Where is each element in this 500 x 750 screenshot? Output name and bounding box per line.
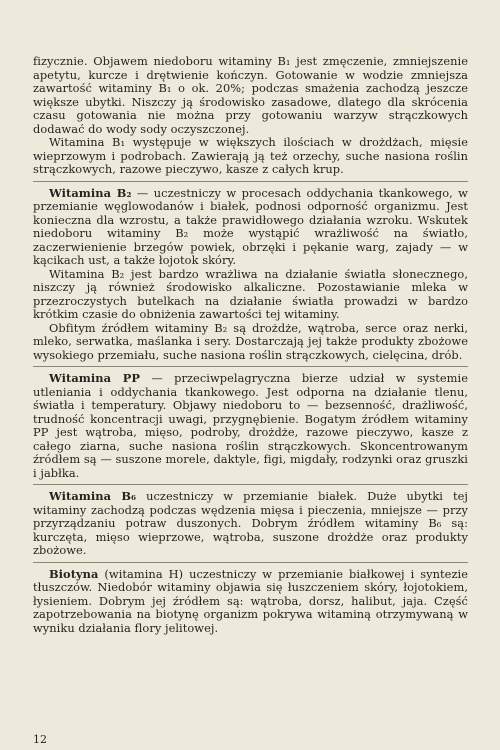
page-number: 12 <box>33 733 47 746</box>
section-vitamin-b6 <box>33 490 468 558</box>
section-divider <box>33 181 468 182</box>
section-text: — uczestniczy w procesach oddychania tkankowego, w przemianie węglowodanów i białek, podnosi odporność organizmu. Jest konieczna dla wzrostu, a także prawidłowego działania wzroku. Wskutek niedoboru witaminy B₂ może wystąpić wrażliwość na światło, zaczerwienienie brzegów powiek, obrzęki i pękanie warg, zajady — w kącikach ust, a także łojotok skóry. <box>33 185 468 267</box>
paragraph-b2-sources: Obfitym źródłem witaminy B₂ są drożdże, wątroba, serce oraz nerki, mleko, serwatka, maślanka i sery. Dostarczają jej także produkty zbożowe wysokiego przemiału, suche nasiona roślin strączkowych, cielęcina, drób. <box>33 320 468 362</box>
section-text: (witamina H) uczestniczy w przemianie białkowej i syntezie tłuszczów. Niedobór witaminy objawia się łuszczeniem skóry, łojotokiem, łysieniem. Dobrym jej źródłem są: wątroba, dorsz, halibut, jaja. Część zapotrzebowania na biotynę organizm pokrywa witaminą otrzymywaną w wyniku działania flory jelitowej. <box>33 566 468 635</box>
section-divider <box>33 562 468 563</box>
section-vitamin-b2 <box>33 187 468 268</box>
section-heading: Biotyna <box>49 566 99 581</box>
section-heading: Witamina B₂ <box>49 185 132 200</box>
section-heading: Witamina PP <box>49 371 140 385</box>
section-biotin <box>33 568 468 636</box>
section-divider <box>33 484 468 485</box>
paragraph-b1-deficiency: fizycznie. Objawem niedoboru witaminy B₁ jest zmęczenie, zmniejszenie apetytu, kurcze i drętwienie kończyn. Gotowanie w wodzie zmniejsza zawartość witaminy B₁ o ok. 20%; podczas smażenia zachodzą jeszcze większe ubytki. Niszczy ją środowisko zasadowe, dlatego dla skrócenia czasu gotowania nie można przy gotowaniu warzyw strączkowych dodawać do wody sody oczyszczonej. <box>33 54 468 136</box>
section-text: — przeciwpelagryczna bierze udział w systemie utleniania i oddychania tkankowego. Jest odporna na działanie tlenu, światła i temperatury. Objawy niedoboru to — bezsenność, drażliwość, trudność koncentracji uwagi, przygnębienie. Bogatym źródłem witaminy PP jest wątroba, mięso, podroby, drożdże, razowe pieczywo, kasze z całego ziarna, suche nasiona roślin strączkowych. Skoncentrowanym źródłem są — suszone morele, daktyle, figi, migdały, rodzynki oraz gruszki i jabłka. <box>33 371 469 480</box>
section-heading: Witamina B₆ <box>49 489 137 503</box>
paragraph-b1-sources: Witamina B₁ występuje w większych ilościach w drożdżach, mięsie wieprzowym i podrobach. Zawierają ją też orzechy, suche nasiona roślin strączkowych, razowe pieczywo, kasze z całych krup. <box>33 135 468 176</box>
page-content <box>33 55 468 635</box>
section-divider <box>33 366 468 367</box>
paragraph-b2-light: Witamina B₂ jest bardzo wrażliwa na działanie światła słonecznego, niszczy ją również środowisko alkaliczne. Pozostawianie mleka w przezroczystych butelkach na działanie światła prowadzi w bardzo krótkim czasie do obniżenia zawartości tej witaminy. <box>33 266 468 321</box>
section-vitamin-pp <box>33 372 468 480</box>
section-text: uczestniczy w przemianie białek. Duże ubytki tej witaminy zachodzą podczas wędzenia mięsa i pieczenia, mniejsze — przy przyrządzaniu potraw duszonych. Dobrym źródłem witaminy B₆ są: kurczęta, mięso wieprzowe, wątroba, suszone drożdże oraz produkty zbożowe. <box>33 489 468 557</box>
